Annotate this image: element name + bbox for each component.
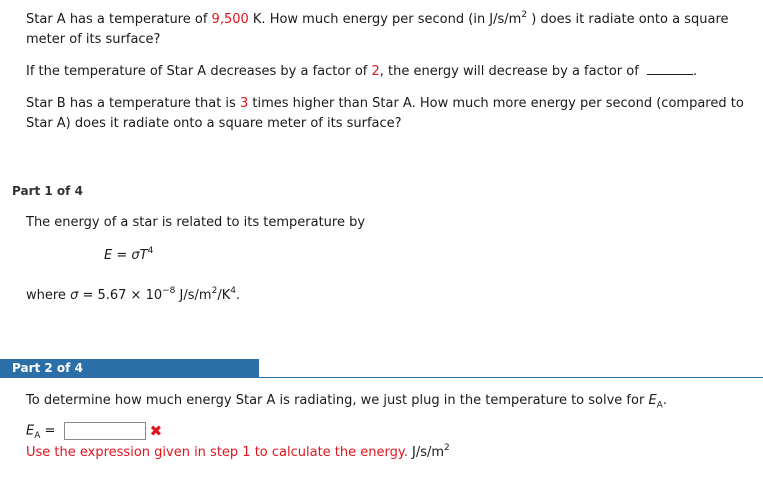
question-paragraph-3 xyxy=(26,94,753,134)
eq-lhs: E xyxy=(104,248,113,263)
q2-text-mid: , the energy will decrease by a factor of xyxy=(379,64,643,79)
q1-text: Star A has a temperature of xyxy=(26,12,212,27)
sigma-value: = 5.67 × 10 xyxy=(78,288,163,303)
answer-var: E xyxy=(26,423,35,439)
feedback-unit-sup: 2 xyxy=(444,442,450,453)
q3-text-end: times higher than Star A. How much more energy per second (compared to Star A) does it radiate onto a square meter of its surface? xyxy=(26,96,744,131)
part-2-header: Part 2 of 4 xyxy=(0,359,259,378)
q1-unit-sup: 2 xyxy=(521,9,528,20)
answer-sub: A xyxy=(34,431,41,442)
sigma-unit-sup: 2 xyxy=(211,285,218,296)
energy-equation xyxy=(104,246,753,266)
instruction-sub: A xyxy=(656,400,663,411)
feedback-text: Use the expression given in step 1 to calculate the energy. xyxy=(26,445,408,460)
question-paragraph-1 xyxy=(26,10,753,50)
part-1-header: Part 1 of 4 xyxy=(12,184,83,198)
increase-factor: 3 xyxy=(239,96,249,111)
feedback-unit: J/s/m xyxy=(407,445,445,460)
instruction-end: . xyxy=(662,393,667,408)
x-mark-icon: ✖ xyxy=(149,422,163,440)
answer-row xyxy=(26,421,753,442)
question-paragraph-2 xyxy=(26,62,753,82)
part-2-instruction xyxy=(26,391,753,411)
q2-text: If the temperature of Star A decreases by a factor of xyxy=(26,64,372,79)
q2-text-end: . xyxy=(692,64,698,79)
eq-exponent: 4 xyxy=(147,245,154,256)
star-a-temperature: 9,500 xyxy=(211,12,249,27)
instruction-text: To determine how much energy Star A is radiating, we just plug in the temperature to solve for xyxy=(26,393,649,408)
sigma-exponent: −8 xyxy=(162,285,176,296)
sigma-end: . xyxy=(235,288,241,303)
where-text: where xyxy=(26,288,71,303)
where-sigma: σ xyxy=(70,288,79,303)
answer-equals: = xyxy=(40,423,60,439)
eq-sigma: σ xyxy=(131,248,140,263)
sigma-definition xyxy=(26,286,753,306)
energy-answer-input[interactable] xyxy=(64,422,146,440)
feedback-message xyxy=(26,443,753,463)
q3-text: Star B has a temperature that is xyxy=(26,96,240,111)
q1-text-mid: K. How much energy per second (in J/s/m xyxy=(248,12,522,27)
instruction-var: E xyxy=(648,393,657,408)
part-2-divider xyxy=(259,377,763,378)
answer-blank xyxy=(647,63,693,75)
eq-temperature: T xyxy=(139,248,148,263)
decrease-factor: 2 xyxy=(371,64,380,79)
sigma-unit: J/s/m xyxy=(175,288,212,303)
sigma-unit-k: /K xyxy=(217,288,231,303)
q1-text-end: ) does it radiate onto a square meter of its surface? xyxy=(26,12,729,47)
sigma-unit-k-sup: 4 xyxy=(230,285,236,296)
eq-equals: = xyxy=(112,248,132,263)
part-1-intro: The energy of a star is related to its temperature by xyxy=(26,215,366,230)
